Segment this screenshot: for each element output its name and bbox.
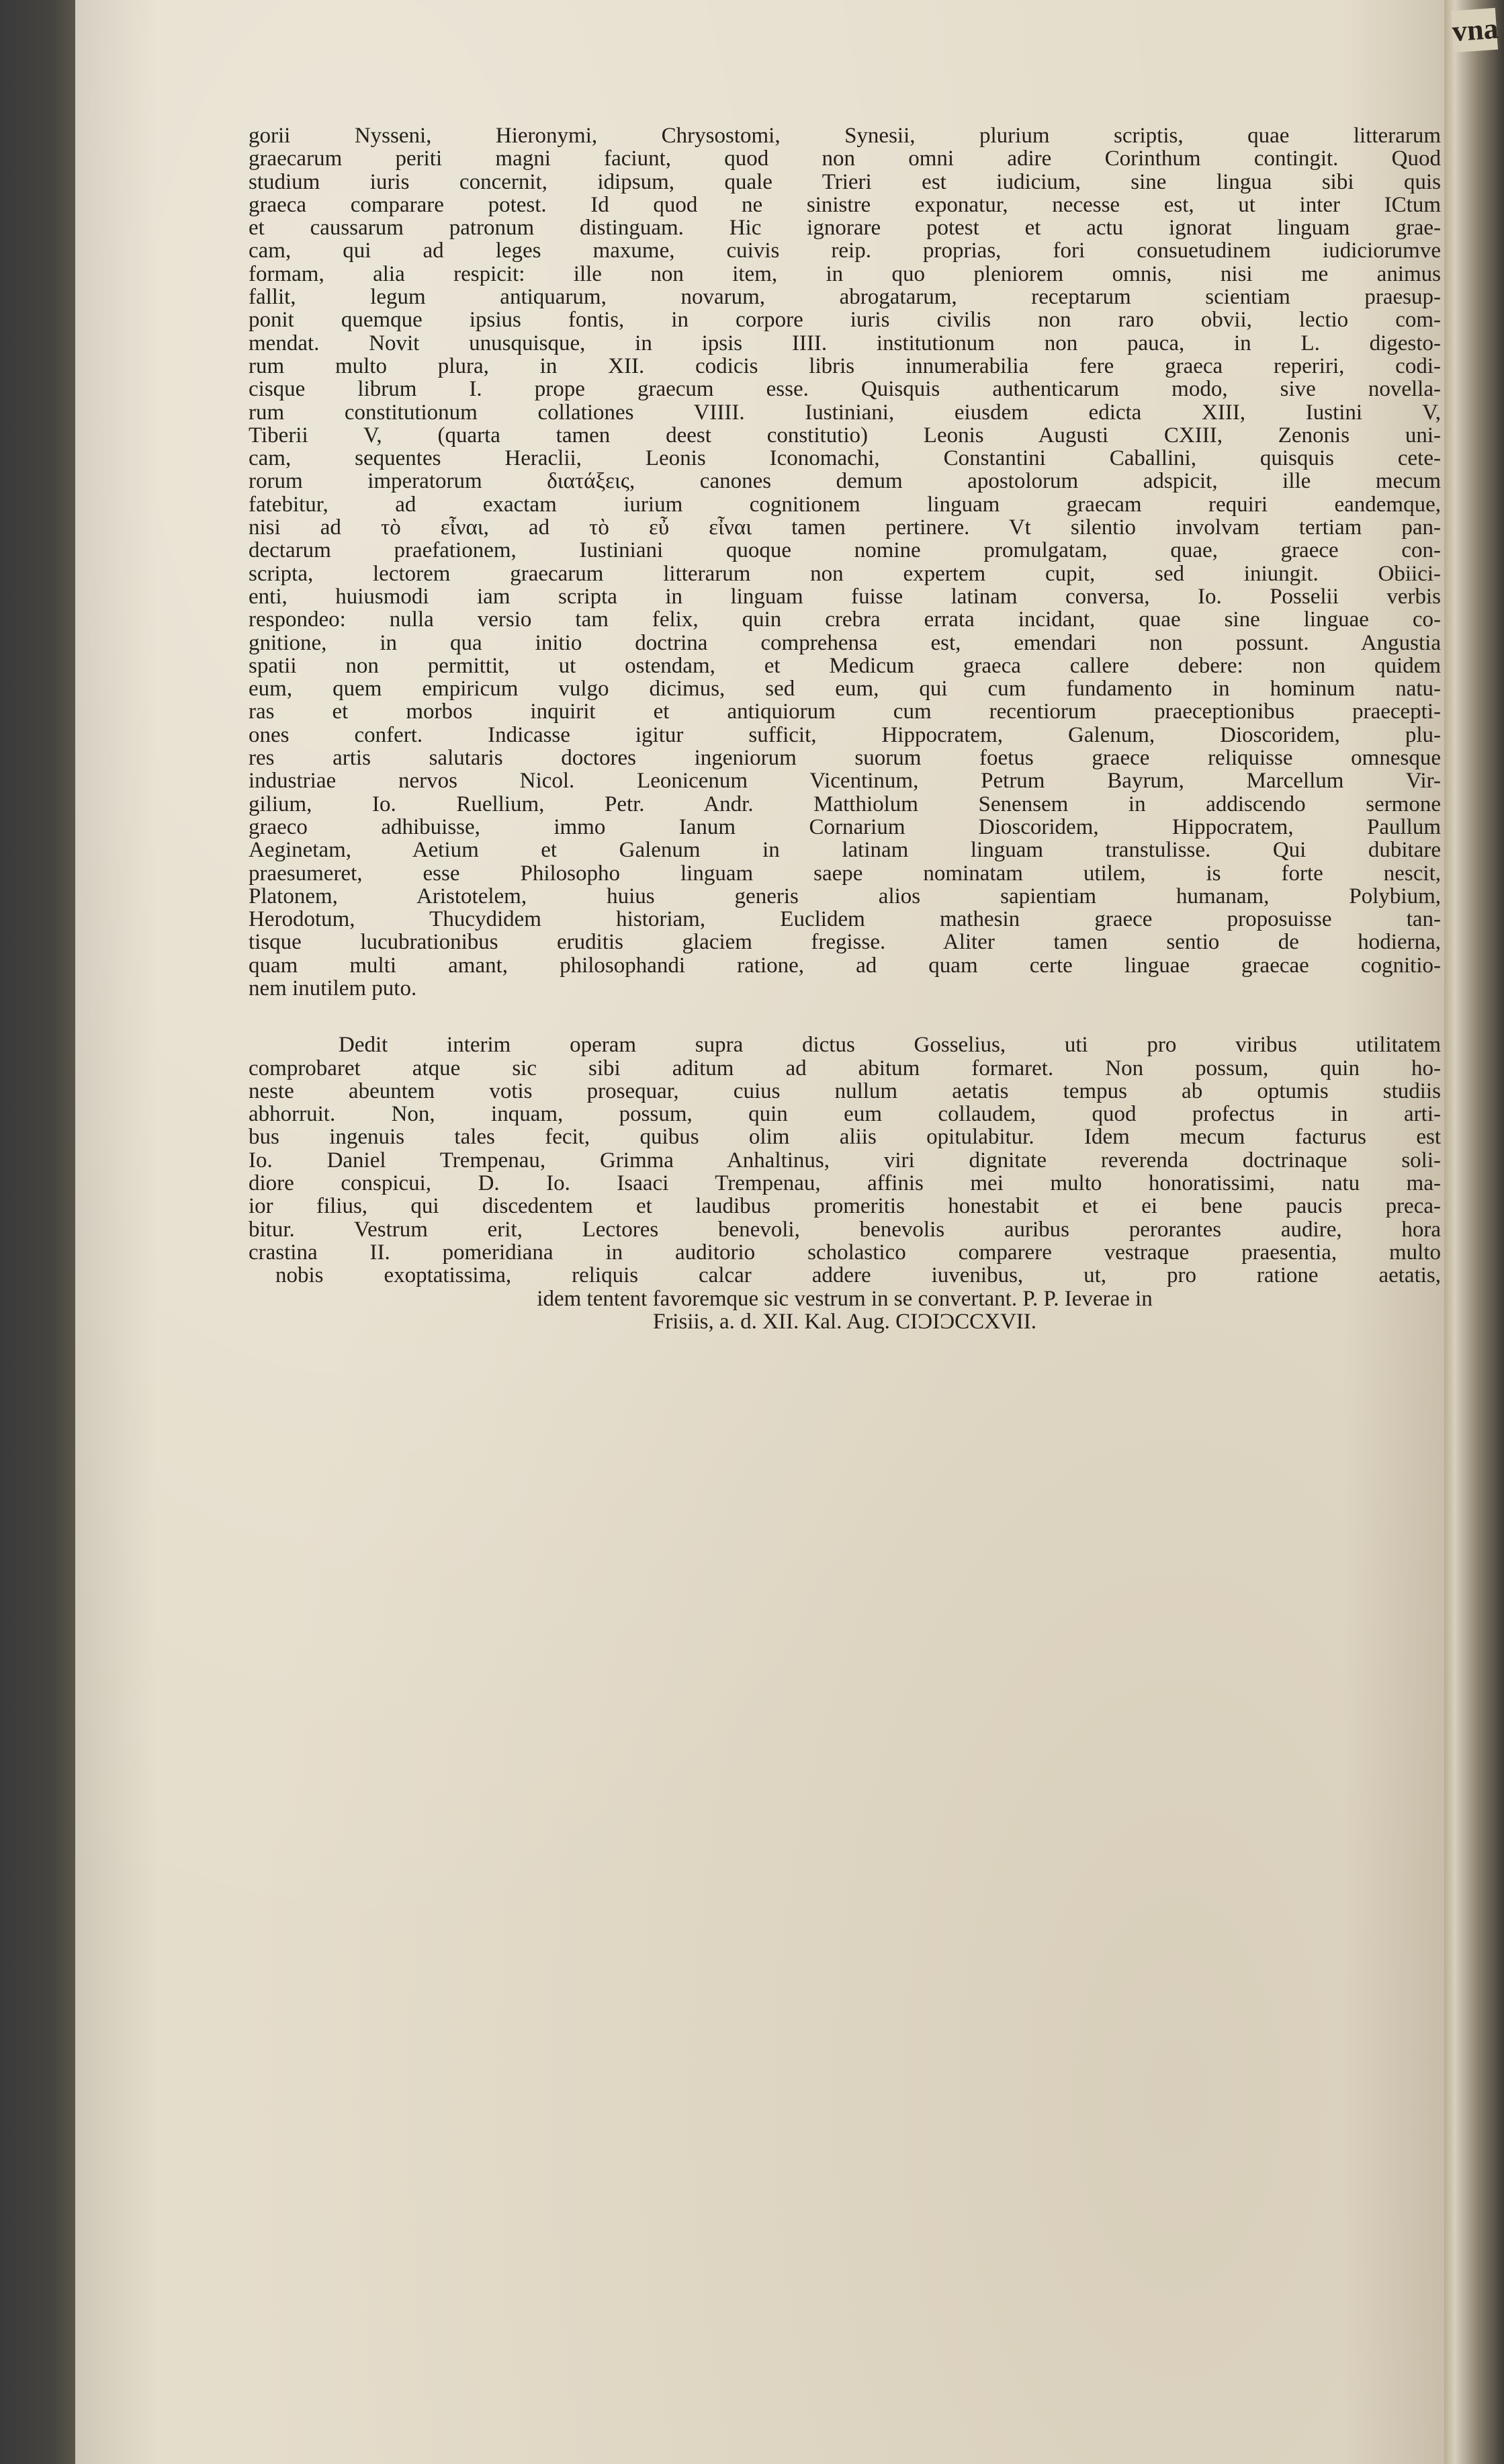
text-line: dectarum praefationem, Iustiniani quoque nomine promulgatam, quae, graece con-: [249, 538, 1441, 563]
text-line: fallit, legum antiquarum, novarum, abrogatarum, receptarum scientiam praesup-: [249, 285, 1441, 310]
dateline: Frisiis, a. d. XII. Kal. Aug. CIƆIƆCCXVII.: [652, 1309, 1037, 1334]
text-line: bitur. Vestrum erit, Lectores benevoli, benevolis auribus perorantes audire, hora: [249, 1217, 1441, 1242]
text-line: quam multi amant, philosophandi ratione, ad quam certe linguae graecae cognitio-: [249, 953, 1441, 978]
text-line: abhorruit. Non, inquam, possum, quin eum collaudem, quod profectus in arti-: [249, 1102, 1441, 1127]
text-line: cisque librum I. prope graecum esse. Quisquis authenticarum modo, sive novella-: [249, 377, 1441, 402]
text-line: crastina II. pomeridiana in auditorio scholastico comparere vestraque praesentia, multo: [249, 1240, 1441, 1265]
text-line: ras et morbos inquirit et antiquiorum cum recentiorum praeceptionibus praecepti-: [249, 699, 1441, 724]
text-line: gilium, Io. Ruellium, Petr. Andr. Matthiolum Senensem in addiscendo sermone: [249, 792, 1441, 816]
page-text: [249, 124, 1441, 1333]
text-line: res artis salutaris doctores ingeniorum suorum foetus graece reliquisse omnesque: [249, 746, 1441, 771]
text-line: respondeo: nulla versio tam felix, quin crebra errata incidant, quae sine linguae co-: [249, 607, 1441, 632]
text-line: spatii non permittit, ut ostendam, et Medicum graeca callere debere: non quidem: [249, 653, 1441, 678]
text-line: cam, sequentes Heraclii, Leonis Iconomachi, Constantini Caballini, quisquis cete-: [249, 446, 1441, 471]
text-line: graecarum periti magni faciunt, quod non omni adire Corinthum contingit. Quod: [249, 146, 1441, 171]
text-line: idem tentent favoremque sic vestrum in se convertant. P. P. Ieverae in: [537, 1286, 1153, 1311]
adjacent-page-edge: [1444, 0, 1504, 2464]
text-line: Tiberii V, (quarta tamen deest constitutio) Leonis Augusti CXIII, Zenonis uni-: [249, 423, 1441, 448]
text-line: enti, huiusmodi iam scripta in linguam fuisse latinam conversa, Io. Posselii verbis: [249, 584, 1441, 609]
text-line: mendat. Novit unusquisque, in ipsis IIII. institutionum non pauca, in L. digesto-: [249, 331, 1441, 355]
text-line: ior filius, qui discedentem et laudibus promeritis honestabit et ei bene paucis preca-: [249, 1194, 1441, 1219]
text-line: Platonem, Aristotelem, huius generis alios sapientiam humanam, Polybium,: [249, 884, 1441, 908]
text-line: fatebitur, ad exactam iurium cognitionem linguam graecam requiri eandemque,: [249, 492, 1441, 517]
text-line: graeco adhibuisse, immo Ianum Cornarium Dioscoridem, Hippocratem, Paullum: [249, 814, 1441, 839]
text-line: comprobaret atque sic sibi aditum ad abitum formaret. Non possum, quin ho-: [249, 1056, 1441, 1080]
text-line: neste abeuntem votis prosequar, cuius nullum aetatis tempus ab optumis studiis: [249, 1078, 1441, 1103]
paragraph-gap: [249, 1000, 1441, 1033]
text-line: industriae nervos Nicol. Leonicenum Vicentinum, Petrum Bayrum, Marcellum Vir-: [249, 769, 1441, 794]
text-line: ones confert. Indicasse igitur sufficit, Hippocratem, Galenum, Dioscoridem, plu-: [249, 722, 1441, 747]
text-line: et caussarum patronum distinguam. Hic ignorare potest et actu ignorat linguam grae-: [249, 216, 1441, 241]
text-line: ponit quemque ipsius fontis, in corpore iuris civilis non raro obvii, lectio com-: [249, 308, 1441, 333]
text-line: gnitione, in qua initio doctrina comprehensa est, emendari non possunt. Angustia: [249, 630, 1441, 655]
text-line: nobis exoptatissima, reliquis calcar addere iuvenibus, ut, pro ratione aetatis,: [275, 1263, 1441, 1288]
adjacent-page-marker: vna: [1451, 8, 1498, 52]
text-line: nisi ad τὸ εἶναι, ad τὸ εὖ εἶναι tamen pertinere. Vt silentio involvam tertiam pan-: [249, 515, 1441, 540]
text-line: Io. Daniel Trempenau, Grimma Anhaltinus, viri dignitate reverenda doctrinaque soli-: [249, 1148, 1441, 1173]
text-line: bus ingenuis tales fecit, quibus olim aliis opitulabitur. Idem mecum facturus est: [249, 1125, 1441, 1150]
book-page: [75, 0, 1452, 2464]
text-line: Aeginetam, Aetium et Galenum in latinam linguam transtulisse. Qui dubitare: [249, 838, 1441, 863]
scanner-background-left: [0, 0, 75, 2464]
text-line: studium iuris concernit, idipsum, quale Trieri est iudicium, sine lingua sibi quis: [249, 169, 1441, 194]
text-line: gorii Nysseni, Hieronymi, Chrysostomi, Synesii, plurium scriptis, quae litterarum: [249, 124, 1441, 148]
text-line: nem inutilem puto.: [249, 976, 417, 1001]
text-line: diore conspicui, D. Io. Isaaci Trempenau, affinis mei multo honoratissimi, natu ma-: [249, 1171, 1441, 1196]
text-line: cam, qui ad leges maxume, cuivis reip. proprias, fori consuetudinem iudiciorumve: [249, 239, 1441, 263]
text-line: praesumeret, esse Philosopho linguam saepe nominatam utilem, is forte nescit,: [249, 861, 1441, 886]
paragraph-1: [249, 124, 1441, 1000]
text-line: rum multo plura, in XII. codicis libris innumerabilia fere graeca reperiri, codi-: [249, 353, 1441, 378]
text-line: rum constitutionum collationes VIIII. Iustiniani, eiusdem edicta XIII, Iustini V,: [249, 400, 1441, 425]
paragraph-2: [249, 1033, 1441, 1333]
text-line: graeca comparare potest. Id quod ne sinistre exponatur, necesse est, ut inter ICtum: [249, 192, 1441, 217]
text-line: Dedit interim operam supra dictus Gosselius, uti pro viribus utilitatem: [339, 1033, 1441, 1058]
text-line: rorum imperatorum διατάξεις, canones demum apostolorum adspicit, ille mecum: [249, 469, 1441, 494]
text-line: eum, quem empiricum vulgo dicimus, sed eum, qui cum fundamento in hominum natu-: [249, 677, 1441, 702]
text-line: formam, alia respicit: ille non item, in quo pleniorem omnis, nisi me animus: [249, 261, 1441, 286]
text-line: Herodotum, Thucydidem historiam, Euclidem mathesin graece proposuisse tan-: [249, 907, 1441, 932]
text-line: tisque lucubrationibus eruditis glaciem fregisse. Aliter tamen sentio de hodierna,: [249, 930, 1441, 955]
text-line: scripta, lectorem graecarum litterarum non expertem cupit, sed iniungit. Obiici-: [249, 561, 1441, 586]
